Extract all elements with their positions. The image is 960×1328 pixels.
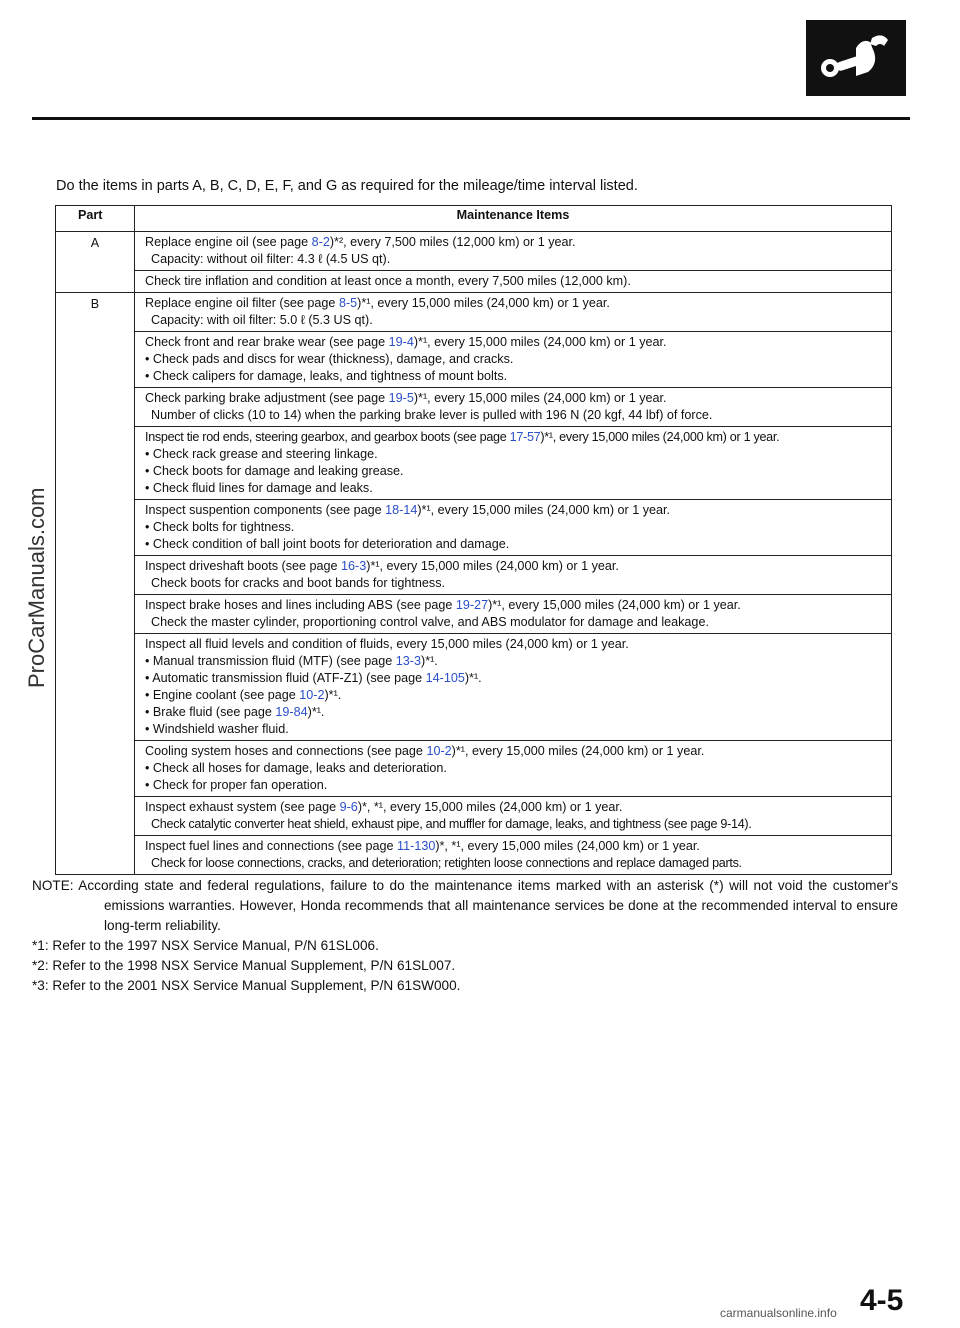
table-header-row	[56, 206, 892, 232]
header-rule	[32, 117, 910, 120]
page-link[interactable]: 10-2	[299, 688, 325, 702]
part-label-a: A	[56, 232, 135, 293]
page-link[interactable]: 10-2	[426, 744, 452, 758]
table-row	[56, 797, 892, 836]
emissions-note: NOTE: According state and federal regulations, failure to do the maintenance items marked with an asterisk (*) will not void the customer's emissions warranties. However, Honda recommends that all maintenance services be done at the recommended interval to ensure long-term reliability.	[32, 878, 898, 933]
maintenance-item: Inspect all fluid levels and condition of fluids, every 15,000 miles (24,000 km) or 1 year. • Manual transmission fluid (MTF) (see page 13-3)*¹. • Automatic transmission fluid (ATF-Z1) (see page 14-105)*¹. • Engine coolant (see page 10-2)*¹. • Brake fluid (see page 19-84)*¹. • Windshield washer fluid.	[135, 634, 892, 741]
maintenance-item: Check front and rear brake wear (see page 19-4)*¹, every 15,000 miles (24,000 km) or 1 year. • Check pads and discs for wear (thickness), damage, and cracks. • Check calipers for damage, leaks, and tightness of mount bolts.	[135, 332, 892, 388]
notes-section	[32, 876, 898, 996]
maintenance-item: Inspect suspention components (see page 18-14)*¹, every 15,000 miles (24,000 km) or 1 year. • Check bolts for tightness. • Check condition of ball joint boots for deterioration and damage.	[135, 500, 892, 556]
page-link[interactable]: 8-2	[311, 235, 330, 249]
table-row	[56, 634, 892, 741]
page-link[interactable]: 19-27	[455, 598, 489, 612]
part-label-b: B	[56, 293, 135, 875]
maintenance-item: Inspect fuel lines and connections (see page 11-130)*, *¹, every 15,000 miles (24,000 km) or 1 year. Check for loose connections, cracks, and deterioration; retighten loose connections and replace damaged parts.	[135, 836, 892, 875]
table-row	[56, 388, 892, 427]
maintenance-item: Check parking brake adjustment (see page 19-5)*¹, every 15,000 miles (24,000 km) or 1 year. Number of clicks (10 to 14) when the parking brake lever is pulled with 196 N (20 kgf, 44 lbf) of force.	[135, 388, 892, 427]
page-link[interactable]: 11-130	[397, 839, 436, 853]
part-column-header: Part	[56, 206, 135, 232]
page-link[interactable]: 19-5	[388, 391, 414, 405]
footnote-3: *3: Refer to the 2001 NSX Service Manual Supplement, P/N 61SW000.	[32, 978, 461, 993]
maintenance-item: Check tire inflation and condition at least once a month, every 7,500 miles (12,000 km).	[135, 271, 892, 293]
table-row	[56, 556, 892, 595]
page-link[interactable]: 17-57	[509, 430, 541, 444]
footnote-2: *2: Refer to the 1998 NSX Service Manual Supplement, P/N 61SL007.	[32, 958, 456, 973]
brand-logo	[806, 20, 906, 96]
maintenance-item: Replace engine oil filter (see page 8-5)*¹, every 15,000 miles (24,000 km) or 1 year. Capacity: with oil filter: 5.0 ℓ (5.3 US qt).	[135, 293, 892, 332]
maintenance-item: Inspect driveshaft boots (see page 16-3)*¹, every 15,000 miles (24,000 km) or 1 year. Check boots for cracks and boot bands for tightness.	[135, 556, 892, 595]
page-link[interactable]: 19-4	[388, 335, 414, 349]
table-row	[56, 595, 892, 634]
table-row	[56, 293, 892, 332]
page-number: 4-5	[860, 1284, 904, 1317]
intro-text: Do the items in parts A, B, C, D, E, F, and G as required for the mileage/time interval listed.	[56, 178, 638, 194]
maintenance-item: Inspect tie rod ends, steering gearbox, and gearbox boots (see page 17-57)*¹, every 15,000 miles (24,000 km) or 1 year. • Check rack grease and steering linkage. • Check boots for damage and leaking grease. • Check fluid lines for damage and leaks.	[135, 427, 892, 500]
items-column-header: Maintenance Items	[135, 206, 892, 232]
watermark: ProCarManuals.com	[24, 487, 49, 688]
table-row	[56, 836, 892, 875]
table-row	[56, 271, 892, 293]
page-link[interactable]: 13-3	[395, 654, 421, 668]
table-row	[56, 500, 892, 556]
maintenance-item: Replace engine oil (see page 8-2)*², every 7,500 miles (12,000 km) or 1 year. Capacity: without oil filter: 4.3 ℓ (4.5 US qt).	[135, 232, 892, 271]
table-row	[56, 232, 892, 271]
page-link[interactable]: 18-14	[385, 503, 418, 517]
page-link[interactable]: 9-6	[339, 800, 358, 814]
table-row	[56, 741, 892, 797]
table-row	[56, 427, 892, 500]
page-link[interactable]: 19-84	[275, 705, 308, 719]
maintenance-item: Inspect brake hoses and lines including ABS (see page 19-27)*¹, every 15,000 miles (24,000 km) or 1 year. Check the master cylinder, proportioning control valve, and ABS modulator for damage and leakage.	[135, 595, 892, 634]
maintenance-table	[55, 205, 892, 875]
wrench-hand-logo-icon	[812, 26, 900, 90]
page-link[interactable]: 8-5	[338, 296, 358, 310]
page-link[interactable]: 16-3	[341, 559, 367, 573]
maintenance-item: Inspect exhaust system (see page 9-6)*, *¹, every 15,000 miles (24,000 km) or 1 year. Check catalytic converter heat shield, exhaust pipe, and muffler for damage, leaks, and tightness (see page 9-14).	[135, 797, 892, 836]
footer-site: carmanualsonline.info	[720, 1306, 837, 1320]
page-link[interactable]: 14-105	[425, 671, 465, 685]
maintenance-item: Cooling system hoses and connections (see page 10-2)*¹, every 15,000 miles (24,000 km) or 1 year. • Check all hoses for damage, leaks and deterioration. • Check for proper fan operation.	[135, 741, 892, 797]
footnote-1: *1: Refer to the 1997 NSX Service Manual, P/N 61SL006.	[32, 938, 379, 953]
table-row	[56, 332, 892, 388]
